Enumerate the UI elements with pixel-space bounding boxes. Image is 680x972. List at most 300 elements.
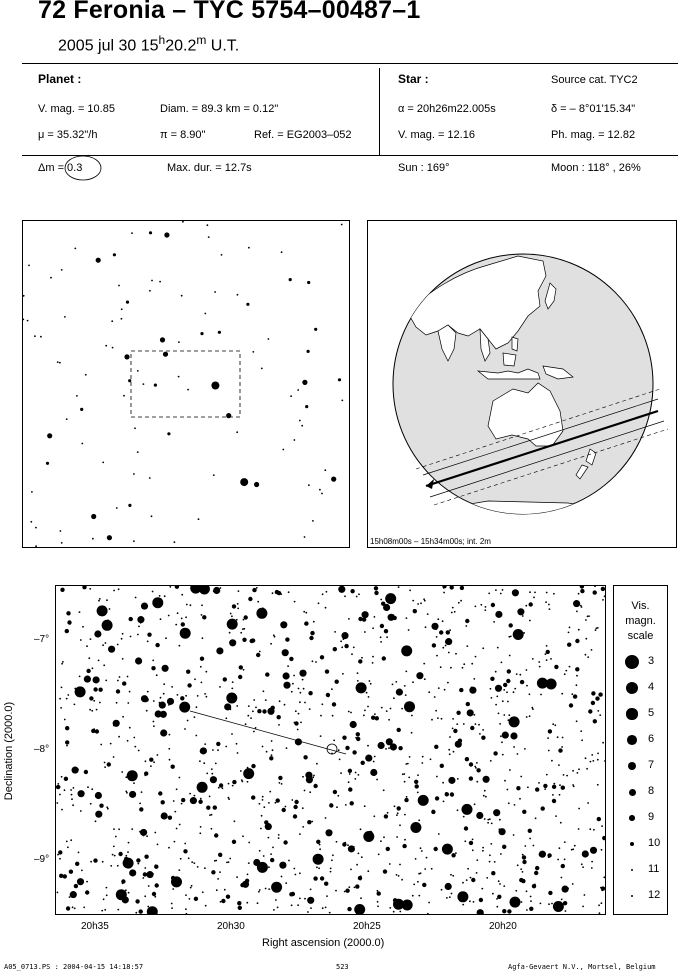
star-dot: [74, 704, 76, 706]
star-dot: [319, 489, 321, 491]
star-dot: [272, 749, 274, 751]
star-dot: [169, 734, 171, 736]
star-dot: [59, 794, 61, 796]
star-dot: [179, 645, 181, 647]
star-dot: [568, 632, 570, 634]
star-dot: [489, 854, 491, 856]
star-dot: [299, 833, 301, 835]
star-dot: [438, 687, 440, 689]
star-dot: [128, 504, 131, 507]
star-dot: [149, 477, 151, 479]
star-dot: [200, 747, 207, 754]
star-dot: [524, 845, 526, 847]
star-dot: [103, 664, 105, 666]
star-dot: [448, 777, 455, 784]
star-dot: [374, 756, 376, 758]
star-dot: [410, 822, 421, 833]
star-dot: [539, 852, 543, 856]
star-dot: [370, 683, 372, 685]
star-dot: [348, 711, 350, 713]
star-dot: [350, 721, 357, 728]
star-dot: [348, 769, 352, 773]
star-dot: [470, 726, 474, 730]
star-dot: [439, 630, 443, 634]
star-dot: [297, 904, 299, 906]
star-dot: [221, 899, 225, 903]
scale-dot: [630, 842, 634, 846]
star-dot: [443, 801, 445, 803]
star-dot: [47, 433, 52, 438]
star-dot: [437, 717, 439, 719]
xtick-4: 20h20: [489, 921, 517, 932]
star-dot: [475, 606, 477, 608]
star-dot: [500, 735, 502, 737]
star-dot: [189, 898, 191, 900]
star-dot: [262, 796, 264, 798]
star-dot: [102, 620, 113, 631]
star-dot: [100, 744, 102, 746]
star-dot: [507, 909, 511, 913]
star-dot: [341, 646, 343, 648]
star-dot: [28, 265, 30, 267]
star-dot: [231, 688, 233, 690]
star-dot: [113, 253, 116, 256]
star-dot: [113, 756, 115, 758]
star-dot: [57, 361, 59, 363]
star-dot: [361, 856, 363, 858]
star-dot: [292, 683, 294, 685]
planet-parallax: π = 8.90": [160, 129, 206, 141]
star-dot: [396, 814, 398, 816]
star-dot: [482, 647, 484, 649]
star-dot: [484, 790, 486, 792]
star-dot: [463, 663, 465, 665]
star-dot: [240, 770, 242, 772]
scale-magnitude: 8: [648, 785, 655, 797]
star-dot: [263, 855, 265, 857]
star-dot: [77, 878, 84, 885]
star-dot: [358, 774, 360, 776]
star-dot: [396, 874, 398, 876]
star-dot: [96, 258, 101, 263]
star-dot: [268, 888, 270, 890]
star-dot: [599, 714, 601, 716]
star-dot: [564, 673, 566, 675]
star-dot: [268, 802, 270, 804]
star-dot: [91, 514, 96, 519]
star-dot: [279, 862, 286, 869]
star-dot: [538, 782, 540, 784]
star-dot: [562, 737, 564, 739]
star-dot: [324, 882, 328, 886]
star-dot: [219, 686, 221, 688]
star-dot: [127, 676, 129, 678]
star-dot: [106, 894, 108, 896]
star-dot: [435, 710, 437, 712]
star-dot: [196, 706, 198, 708]
star-dot: [220, 587, 222, 589]
star-dot: [377, 891, 381, 895]
star-dot: [530, 896, 532, 898]
star-dot: [277, 715, 281, 719]
star-dot: [576, 684, 578, 686]
star-dot: [302, 679, 304, 681]
star-dot: [278, 834, 280, 836]
star-dot: [61, 663, 63, 665]
star-dot: [335, 680, 339, 684]
star-dot: [572, 883, 574, 885]
star-dot: [201, 682, 203, 684]
star-dot: [185, 894, 187, 896]
star-dot: [66, 841, 68, 843]
star-dot: [294, 601, 296, 603]
star-dot: [180, 858, 182, 860]
star-dot: [493, 809, 500, 816]
star-dot: [313, 876, 317, 880]
star-dot: [602, 742, 604, 744]
star-dot: [421, 762, 423, 764]
star-dot: [374, 713, 376, 715]
star-dot: [465, 619, 469, 623]
star-dot: [200, 657, 204, 661]
star-dot: [344, 891, 346, 893]
star-dot: [298, 713, 300, 715]
star-dot: [510, 732, 517, 739]
star-dot: [497, 895, 501, 899]
star-dot: [251, 638, 255, 642]
star-dot: [431, 868, 433, 870]
star-dot: [309, 708, 311, 710]
star-dot: [587, 802, 589, 804]
globe-panel: [367, 220, 677, 548]
star-dot: [578, 593, 580, 595]
star-dot: [340, 772, 342, 774]
star-dot: [431, 623, 438, 630]
star-dot: [137, 616, 144, 623]
star-dot: [512, 589, 519, 596]
star-dot: [234, 820, 236, 822]
star-dot: [88, 657, 90, 659]
star-dot: [499, 828, 501, 830]
star-dot: [469, 841, 473, 845]
star-dot: [102, 861, 104, 863]
star-dot: [104, 766, 106, 768]
star-dot: [98, 688, 102, 692]
star-dot: [169, 586, 171, 588]
star-dot: [210, 776, 217, 783]
star-dot: [252, 588, 256, 592]
star-dot: [310, 631, 314, 635]
star-dot: [360, 828, 362, 830]
star-dot: [200, 666, 202, 668]
star-dot: [421, 850, 423, 852]
star-dot: [390, 708, 392, 710]
star-dot: [320, 655, 324, 659]
star-dot: [424, 868, 426, 870]
star-dot: [533, 597, 535, 599]
star-dot: [205, 671, 207, 673]
star-dot: [248, 247, 250, 249]
star-dot: [398, 875, 400, 877]
star-dot: [446, 897, 448, 899]
star-dot: [507, 701, 509, 703]
star-dot: [466, 645, 468, 647]
star-dot: [445, 645, 447, 647]
star-dot: [144, 867, 146, 869]
star-dot: [185, 908, 187, 910]
star-dot: [331, 753, 333, 755]
star-dot: [131, 828, 133, 830]
star-dot: [380, 840, 382, 842]
star-dot: [476, 812, 483, 819]
star-dot: [107, 535, 112, 540]
star-dot: [110, 743, 112, 745]
star-dot: [417, 774, 419, 776]
star-dot: [261, 368, 263, 370]
star-dot: [159, 702, 166, 709]
star-dot: [250, 717, 252, 719]
star-dot: [519, 798, 521, 800]
footer-file: A05_0713.PS : 2004-04-15 14:18:57: [4, 963, 144, 971]
star-dot: [181, 594, 183, 596]
footer-publisher: Agfa-Gevaert N.V., Mortsel, Belgium: [508, 963, 656, 971]
star-dot: [378, 854, 380, 856]
star-dot: [64, 789, 66, 791]
star-dot: [146, 710, 148, 712]
star-dot: [121, 638, 123, 640]
star-dot: [599, 912, 601, 914]
star-dot: [99, 598, 101, 600]
star-dot: [405, 671, 407, 673]
star-dot: [564, 859, 566, 861]
star-dot: [275, 899, 277, 901]
star-dot: [385, 593, 396, 604]
star-dot: [383, 789, 385, 791]
star-dot: [354, 904, 365, 914]
star-dot: [111, 320, 113, 322]
star-dot: [116, 702, 118, 704]
magnitude-drop: Δm = 0.3: [38, 162, 83, 174]
star-dot: [432, 810, 434, 812]
star-dot: [469, 900, 471, 902]
star-dot: [227, 619, 238, 630]
star-dot: [238, 906, 242, 910]
star-dot: [545, 653, 547, 655]
star-vmag: V. mag. = 12.16: [398, 129, 475, 141]
star-dot: [274, 884, 276, 886]
star-dot: [98, 660, 100, 662]
star-dot: [547, 737, 549, 739]
star-dot: [540, 694, 542, 696]
star-dot: [585, 757, 587, 759]
star-dot: [186, 604, 188, 606]
star-dot: [367, 706, 369, 708]
star-dot: [23, 319, 24, 321]
timezone: U.T.: [206, 37, 240, 55]
star-dot: [529, 602, 533, 606]
star-dot: [113, 725, 115, 727]
star-dot: [490, 760, 492, 762]
star-dot: [584, 894, 586, 896]
star-dot: [207, 224, 209, 226]
star-dot: [601, 902, 603, 904]
star-dot: [369, 680, 371, 682]
star-dot: [517, 864, 519, 866]
scale-magnitude: 3: [648, 655, 655, 667]
star-dot: [474, 803, 476, 805]
star-dot: [257, 601, 259, 603]
star-dot: [519, 674, 521, 676]
star-dot: [382, 656, 386, 660]
star-dot: [113, 590, 115, 592]
star-dot: [127, 702, 129, 704]
star-dot: [82, 626, 84, 628]
star-dot: [388, 719, 390, 721]
star-dot: [289, 892, 293, 896]
star-dot: [554, 724, 556, 726]
ytick-2: –8°: [34, 744, 50, 755]
star-dot: [404, 685, 406, 687]
star-dot: [74, 248, 76, 250]
star-dot: [204, 867, 206, 869]
star-dot: [289, 657, 293, 661]
star-dot: [561, 877, 563, 879]
star-dot: [202, 637, 204, 639]
star-dot: [118, 588, 120, 590]
star-dot: [499, 723, 501, 725]
scale-magnitude: 6: [648, 733, 655, 745]
star-dot: [175, 586, 179, 589]
star-dot: [427, 913, 429, 914]
xtick-1: 20h35: [81, 921, 109, 932]
star-dot: [232, 780, 236, 784]
star-dot: [447, 682, 449, 684]
star-dot: [603, 876, 605, 878]
star-dot: [412, 895, 414, 897]
star-dot: [565, 910, 567, 912]
star-dot: [270, 643, 272, 645]
star-dot: [445, 640, 449, 644]
star-dot: [590, 761, 592, 763]
star-dot: [554, 665, 558, 669]
star-dot: [552, 785, 556, 789]
star-dot: [522, 615, 524, 617]
star-dot: [517, 753, 519, 755]
star-dot: [125, 791, 127, 793]
star-dot: [455, 852, 457, 854]
star-dot: [464, 840, 466, 842]
header-divider: [379, 68, 380, 156]
star-dot: [71, 794, 73, 796]
star-dot: [232, 681, 234, 683]
star-dot: [133, 473, 135, 475]
star-dot: [213, 590, 215, 592]
star-dot: [373, 761, 375, 763]
star-dot: [121, 771, 123, 773]
star-dot: [103, 898, 105, 900]
star-dot: [149, 758, 153, 762]
star-dot: [153, 721, 155, 723]
star-dot: [135, 597, 137, 599]
star-dot: [185, 695, 187, 697]
star-dot: [393, 911, 395, 913]
star-dot: [341, 632, 348, 639]
star-dot: [347, 907, 351, 911]
star-dot: [309, 791, 311, 793]
star-dot: [179, 824, 181, 826]
star-dot: [368, 696, 370, 698]
scale-dot: [629, 789, 636, 796]
star-dot: [496, 696, 498, 698]
star-dot: [548, 856, 550, 858]
star-dot: [154, 832, 156, 834]
star-dot: [316, 763, 318, 765]
star-dot: [326, 591, 328, 593]
star-dot: [564, 841, 566, 843]
star-dot: [134, 427, 136, 429]
star-dot: [169, 759, 171, 761]
star-dot: [288, 860, 290, 862]
star-dot: [513, 691, 515, 693]
star-dot: [443, 592, 445, 594]
star-dot: [84, 770, 88, 774]
star-dot: [107, 762, 111, 766]
star-dot: [154, 896, 156, 898]
star-dot: [446, 630, 450, 634]
star-dot: [491, 603, 495, 607]
star-dot: [553, 901, 564, 912]
star-dot: [157, 754, 159, 756]
star-dot: [552, 794, 554, 796]
star-dot: [70, 789, 72, 791]
star-dot: [484, 609, 486, 611]
event-datetime: [58, 33, 239, 55]
star-dot: [303, 688, 305, 690]
star-dot: [573, 600, 580, 607]
star-dot: [532, 658, 534, 660]
star-dot: [135, 899, 139, 903]
star-dot: [473, 901, 475, 903]
star-dot: [532, 708, 534, 710]
star-dot: [333, 740, 335, 742]
star-dot: [118, 828, 120, 830]
star-dot: [489, 861, 491, 863]
star-dot: [451, 612, 453, 614]
star-dot: [218, 853, 222, 857]
star-dot: [313, 775, 315, 777]
star-dot: [350, 712, 352, 714]
star-dot: [209, 814, 211, 816]
star-dot: [299, 670, 306, 677]
star-dot: [502, 732, 509, 739]
star-dot: [147, 906, 149, 908]
star-dot: [98, 600, 100, 602]
star-dot: [171, 765, 175, 769]
star-dot: [372, 662, 374, 664]
star-dot: [427, 613, 429, 615]
star-dot: [489, 818, 491, 820]
star-dot: [138, 626, 140, 628]
star-dot: [561, 693, 563, 695]
star-dot: [265, 699, 267, 701]
star-dot: [325, 829, 332, 836]
star-dot: [604, 595, 605, 597]
star-dot: [342, 736, 346, 740]
star-dot: [436, 636, 438, 638]
star-dot: [516, 673, 518, 675]
star-dot: [181, 622, 185, 626]
star-dot: [348, 781, 350, 783]
